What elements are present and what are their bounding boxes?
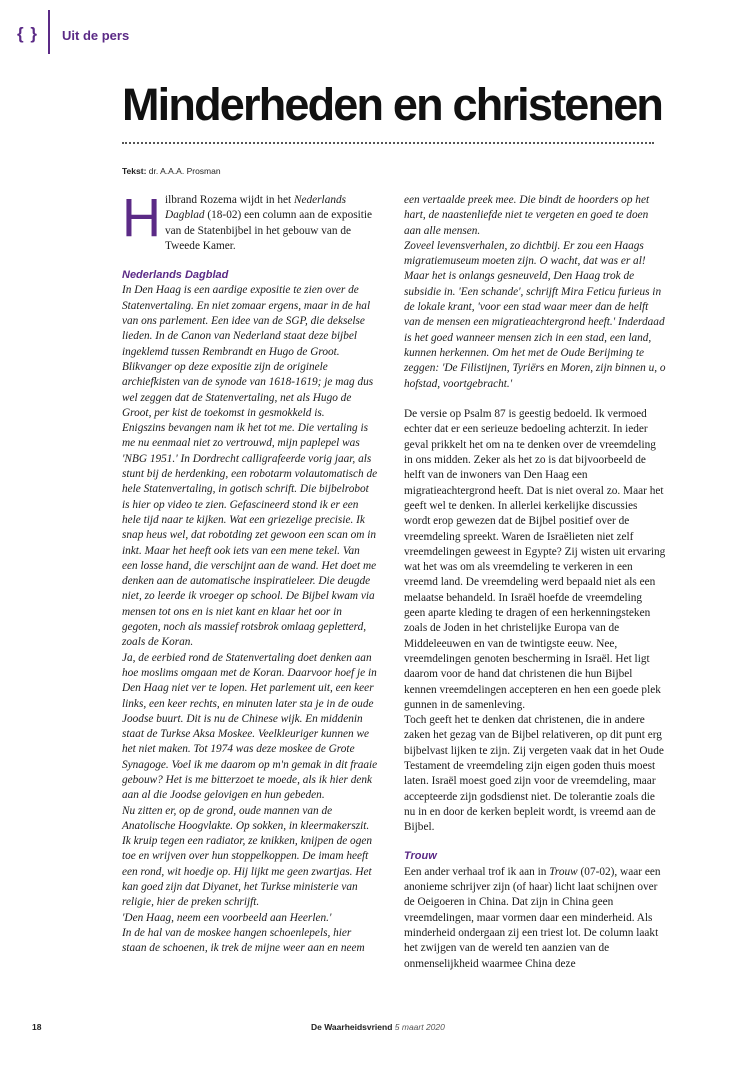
body-paragraph: Toch geeft het te denken dat christenen, die in andere zaken het gezag van de Bijbel relativeren, op dit punt erg bijbelvast lijken te zijn. Zij vergeten vaak dat in het Oude Testament de vreemdeling zijn eigen goden thuis moest laten. Israël moest goed zijn voor de vreemdeling, maar accepteerde zijn godsdienst niet. De tolerantie zoals die nu in en door de kerken bepleit wordt, is vreemd aan de Bijbel. xyxy=(404,714,664,834)
quote-paragraph: In de hal van de moskee hangen schoenlepels, hier staan de schoenen, ik trek de mijne weer aan en neem xyxy=(122,926,365,955)
footer-publication xyxy=(311,1022,445,1032)
page-number: 18 xyxy=(32,1022,42,1032)
quote-paragraph: Zoveel levensverhalen, zo dichtbij. Er zou een Haags migratiemuseum moeten zijn. O wacht, dat was er al! Maar het is onlangs gesneuveld, Den Haag trok de subsidie in. 'Een schande', schrijft Mira Feticu furieus in de lokale krant, 'voor een stad waar meer dan de helft van de mensen een migratieachtergrond heeft.' Inderdaad is het goed wanneer mensen zich in een stad, een land, kunnen herkennen. Om het met de Oude Berijming te zeggen: 'De Filistijnen, Tyriërs en Moren, zijn binnen u, o hofstad, voortgebracht.' xyxy=(404,239,666,390)
quote-paragraph: Enigszins bevangen nam ik het tot me. Die vertaling is me nu eenmaal niet zo vertrouwd, mijn paplepel was 'NBG 1951.' In Dordrecht calligrafeerde vorig jaar, als stunt bij de herdenking, een robotarm volautomatisch de hele Statenvertaling, in gotisch schrift. Die bijbelrobot is hier op video te zien. Gefascineerd stond ik er een hele tijd naar te kijken. Wat een griezelige precisie. Ik snap heus wel, dat robotding zet gewoon een scan om in inkt. Maar het heeft ook iets van een mene tekel. Van een losse hand, die verschijnt aan de wand. Het doet me denken aan de automatische inspiratieleer. Die deugde niet, zo leerde ik vroeger op school. De Bijbel kwam via mensen tot ons en is niet kant en klaar het oor in gegoten, noch als massief rotsbrok omlaag gepletterd, zoals de Koran. xyxy=(122,422,378,649)
trouw-source: Trouw xyxy=(549,865,578,878)
intro-paragraph xyxy=(122,188,378,254)
left-column xyxy=(122,188,378,957)
intro-source: Nederlands Dagblad xyxy=(165,194,347,222)
quote-paragraph: 'Den Haag, neem een voorbeeld aan Heerlen.' xyxy=(122,911,332,924)
magazine-name: De Waarheidsvriend xyxy=(311,1022,393,1032)
section-label: Uit de pers xyxy=(62,28,130,43)
header-divider xyxy=(48,10,50,54)
dropcap: H xyxy=(122,188,161,248)
trouw-text-c: (07-02), waar een anonieme schrijver zijn (of haar) licht laat schijnen over de Oeigoeren in China. Dat zijn in China geen vreemdelingen, maar vormen daar een minderheid. Als minderheid ondergaan zij een triest lot. De column laakt het zwijgen van de wereld ten aanzien van de onmenselijkheid waarmee China deze xyxy=(404,865,661,970)
page-title: Minderheden en christenen xyxy=(122,79,663,130)
trouw-text-a: Een ander verhaal trof ik aan in xyxy=(404,865,550,878)
braces-icon: { } xyxy=(17,24,38,43)
issue-date: 5 maart 2020 xyxy=(394,1022,445,1032)
intro-text-c: (18-02) een column aan de expositie van de Statenbijbel in het gebouw van de Tweede Kamer. xyxy=(165,209,373,252)
right-column xyxy=(404,193,666,972)
byline-author: dr. A.A.A. Prosman xyxy=(148,166,221,176)
byline xyxy=(122,166,221,176)
quote-paragraph: Nu zitten er, op de grond, oude mannen van de Anatolische Hoogvlakte. Op sokken, in kleermakerszit. Ik kruip tegen een radiator, ze knikken, knijpen de ogen toe en wrijven over hun stoppelkoppen. De imam heeft een rond, wit hoedje op. Hij lijkt me geen zwartjas. Het kan goed zijn dat Diyanet, het Turkse ministerie van religie, hier de preken schrijft. xyxy=(122,804,373,909)
quote-paragraph: Ja, de eerbied rond de Statenvertaling doet denken aan hoe moslims omgaan met de Koran. Daarvoor hoef je in Den Haag niet ver te lopen. Het parlement uit, een keer links, een keer rechts, en minuten later sta je in de oude Joodse buurt. Dit is nu de Chinese wijk. En middenin staat de Turkse Aksa Moskee. Veelkleuriger kunnen we het niet maken. Tot 1974 was deze moskee de Grote Synagoge. Voel ik me daarom op m'n gemak in dit fraaie gebouw? Het is me bitterzoet te moede, als ik hier denk aan al die Joodse gelovigen en hun gebeden. xyxy=(122,651,378,802)
body-paragraph: De versie op Psalm 87 is geestig bedoeld. Ik vermoed echter dat er een serieuze bedoeling achterzit. In ieder geval prikkelt het om na te denken over de vreemdeling in ons midden. Zeker als het zo is dat bijvoorbeeld de helft van de inwoners van Den Haag een migratieachtergrond heeft. Dat is niet overal zo. Maar het geeft wel te denken. In allerlei kerkelijke discussies wordt erop gewezen dat de Bijbel positief over de vreemdeling spreekt. Waren de Israëlieten niet zelf vreemdelingen geweest in Egypte? Zij wisten uit ervaring wat het was om als vreemdeling te verkeren in een vreemd land. De vreemdeling werd bepaald niet als een melaatse behandeld. In Israël hoefde de vreemdeling geen aparte kleding te dragen of een herkenningsteken zoals de Joden in het christelijke Europa van de Middeleeuwen en van de twintigste eeuw. Nee, vreemdelingen genoten bescherming in Israël. Het ligt daarom voor de hand dat christenen die hun Bijbel kennen vreemdelingen accepteren en hen een goede plek gunnen in de samenleving. xyxy=(404,408,666,711)
quote-paragraph: een vertaalde preek mee. Die bindt de hoorders op het hart, de naastenliefde niet te vergeten en goed te doen aan alle mensen. xyxy=(404,194,650,237)
quote-paragraph: In Den Haag is een aardige expositie te zien over de Statenvertaling. En niet zomaar ergens, maar in de hal van ons parlement. Een idee van de SGP, die dekselse lieden. In de Canon van Nederland staat deze bijbel ingeklemd tussen Rembrandt en Hugo de Groot. Blikvanger op deze expositie zijn de originele archiefkisten van de synode van 1618-1619; je mag dus wel zeggen dat de Statenvertaling, net als Hugo de Groot, per kist de toekomst in gesmokkeld is. xyxy=(122,284,374,419)
body-paragraph xyxy=(404,865,666,972)
subheading-nd: Nederlands Dagblad xyxy=(122,269,229,282)
title-divider xyxy=(122,142,654,144)
byline-label: Tekst: xyxy=(122,166,147,176)
subheading-trouw: Trouw xyxy=(404,850,437,863)
intro-text-a: ilbrand Rozema wijdt in het xyxy=(165,194,294,206)
